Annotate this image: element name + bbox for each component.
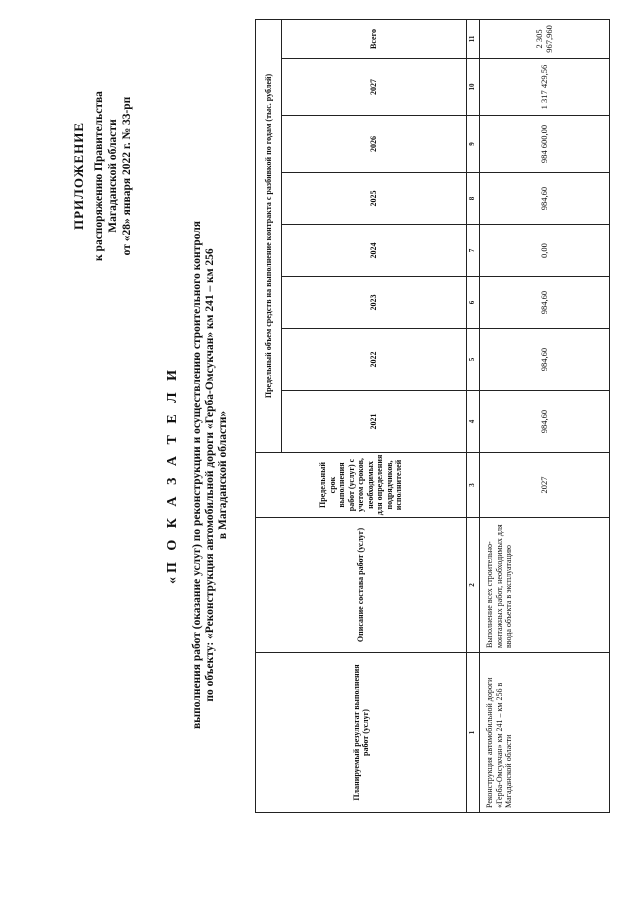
header-year: 2024 <box>282 225 467 277</box>
index-cell: 11 <box>467 19 480 58</box>
document-subtitle-1: выполнения работ (оказание услуг) по реконструкции и осуществлению строительного контроля <box>191 220 203 730</box>
row-total: 2 305 967,960 <box>480 19 610 58</box>
header-total: Всего <box>282 19 467 58</box>
header-row-1 <box>256 19 282 812</box>
row-value: 984,60 <box>480 329 610 391</box>
appendix-block <box>72 16 134 336</box>
header-term: Предельный срок выполнения работ (услуг) с учетом сроков, необходимых для определения подрядчиков, исполнителей <box>256 453 467 518</box>
appendix-line-2: Магаданской области <box>107 119 119 233</box>
document-subtitle-2: по объекту: «Реконструкция автомобильной дороги «Герба-Омсукчан» км 241 – км 256 <box>204 248 216 702</box>
appendix-title: ПРИЛОЖЕНИЕ <box>71 121 86 231</box>
index-cell: 9 <box>467 116 480 173</box>
header-result: Планируемый результат выполнения работ (услуг) <box>256 653 467 813</box>
appendix-line-3: от «28» января 2022 г. № 33-рп <box>121 96 133 256</box>
document-heading: «П О К А З А Т Е Л И <box>165 365 180 585</box>
index-cell: 4 <box>467 391 480 453</box>
appendix-line-1: к распоряжению Правительства <box>93 91 105 261</box>
row-value: 984 600,00 <box>480 116 610 173</box>
header-year: 2023 <box>282 277 467 329</box>
row-result: Реконструкция автомобильной дороги «Герба-Омсукчан» км 241 – км 256 в Магаданской области <box>480 653 610 813</box>
header-description: Описание состава работ (услуг) <box>256 518 467 653</box>
row-value: 1 317 429,56 <box>480 59 610 116</box>
index-cell: 1 <box>467 653 480 813</box>
index-cell: 8 <box>467 173 480 225</box>
index-row <box>467 19 480 812</box>
row-term: 2027 <box>480 453 610 518</box>
index-cell: 10 <box>467 59 480 116</box>
row-value: 984,60 <box>480 277 610 329</box>
index-cell: 5 <box>467 329 480 391</box>
row-description: Выполнение всех строительно-монтажных работ, необходимых для ввода объекта в эксплуатацию <box>480 518 610 653</box>
row-value: 0,00 <box>480 225 610 277</box>
index-cell: 6 <box>467 277 480 329</box>
header-year: 2021 <box>282 391 467 453</box>
header-year: 2022 <box>282 329 467 391</box>
header-volume: Предельный объем средств на выполнение контракта с разбивкой по годам (тыс. рублей) <box>256 19 282 452</box>
header-year: 2027 <box>282 59 467 116</box>
indicators-table <box>255 19 610 813</box>
table-row <box>480 19 610 812</box>
row-value: 984,60 <box>480 391 610 453</box>
index-cell: 7 <box>467 225 480 277</box>
header-year: 2025 <box>282 173 467 225</box>
document-title <box>165 165 230 785</box>
row-value: 984,60 <box>480 173 610 225</box>
header-year: 2026 <box>282 116 467 173</box>
index-cell: 2 <box>467 518 480 653</box>
index-cell: 3 <box>467 453 480 518</box>
document-subtitle-3: в Магаданской области» <box>217 410 229 540</box>
